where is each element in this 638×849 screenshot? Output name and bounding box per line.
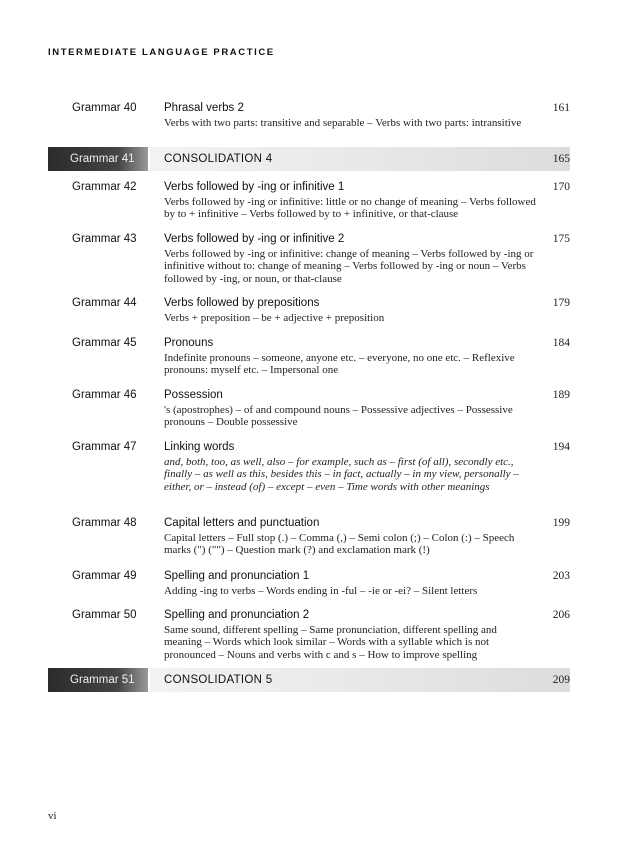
unit-description: Verbs followed by -ing or infinitive: little or no change of meaning – Verbs followed by to + infinitive – Verbs followed by to + infinitive, or that-clause <box>164 196 536 221</box>
unit-description: Adding -ing to verbs – Words ending in -ful – -ie or -ei? – Silent letters <box>164 585 478 597</box>
unit-description: Same sound, different spelling – Same pronunciation, different spelling and meaning – Words which look similar – Words with a syllable which is not pronounced – Nouns and verbs with c and s – How to improve spelling <box>164 624 497 661</box>
unit-title: Verbs followed by -ing or infinitive 1 <box>164 181 345 193</box>
unit-label: Grammar 48 <box>72 517 137 529</box>
unit-label: Grammar 47 <box>72 441 137 453</box>
consolidation-unit-label: Grammar 41 <box>48 147 148 171</box>
unit-label: Grammar 43 <box>72 233 137 245</box>
unit-page-number: 184 <box>552 337 570 349</box>
unit-page-number: 194 <box>552 441 570 453</box>
unit-label: Grammar 50 <box>72 609 137 621</box>
unit-description: Indefinite pronouns – someone, anyone etc. – everyone, no one etc. – Reflexive pronouns: myself etc. – Impersonal one <box>164 352 515 377</box>
unit-description: Verbs with two parts: transitive and separable – Verbs with two parts: intransitive <box>164 117 522 129</box>
unit-description: and, both, too, as well, also – for example, such as – first (of all), secondly etc., finally – as well as this, besides this – in fact, actually – in my view, personally – either, or – instead (of) – except – even – Time words with other meanings <box>164 456 519 493</box>
unit-page-number: 206 <box>552 609 570 621</box>
unit-description: 's (apostrophes) – of and compound nouns – Possessive adjectives – Possessive pronouns – Double possessive <box>164 404 513 429</box>
unit-title: Verbs followed by prepositions <box>164 297 320 309</box>
unit-title: CONSOLIDATION 4 <box>164 153 273 165</box>
unit-page-number: 165 <box>552 153 570 165</box>
unit-description: Verbs + preposition – be + adjective + preposition <box>164 312 385 324</box>
unit-title: Spelling and pronunciation 2 <box>164 609 310 621</box>
unit-title: Capital letters and punctuation <box>164 517 320 529</box>
page-number: vi <box>48 810 57 822</box>
unit-page-number: 189 <box>552 389 570 401</box>
unit-title: Verbs followed by -ing or infinitive 2 <box>164 233 345 245</box>
unit-description: Verbs followed by -ing or infinitive: change of meaning – Verbs followed by -ing or infinitive without to: change of meaning – Verbs followed by -ing or noun – Verbs followed by -ing, or noun, or that-clause <box>164 248 534 285</box>
unit-label: Grammar 45 <box>72 337 137 349</box>
unit-page-number: 170 <box>552 181 570 193</box>
unit-page-number: 179 <box>552 297 570 309</box>
unit-title: CONSOLIDATION 5 <box>164 674 273 686</box>
unit-page-number: 175 <box>552 233 570 245</box>
unit-title: Linking words <box>164 441 235 453</box>
unit-page-number: 203 <box>552 570 570 582</box>
unit-title: Possession <box>164 389 223 401</box>
running-head: INTERMEDIATE LANGUAGE PRACTICE <box>48 47 275 58</box>
unit-page-number: 199 <box>552 517 570 529</box>
unit-label: Grammar 42 <box>72 181 137 193</box>
unit-label: Grammar 46 <box>72 389 137 401</box>
unit-page-number: 161 <box>552 102 570 114</box>
unit-page-number: 209 <box>552 674 570 686</box>
unit-description: Capital letters – Full stop (.) – Comma (,) – Semi colon (;) – Colon (:) – Speech marks (") ("") – Question mark (?) and exclamation mark (!) <box>164 532 515 557</box>
unit-label: Grammar 40 <box>72 102 137 114</box>
consolidation-unit-label: Grammar 51 <box>48 668 148 692</box>
unit-label: Grammar 44 <box>72 297 137 309</box>
unit-title: Phrasal verbs 2 <box>164 102 244 114</box>
unit-title: Pronouns <box>164 337 214 349</box>
unit-label: Grammar 49 <box>72 570 137 582</box>
unit-title: Spelling and pronunciation 1 <box>164 570 310 582</box>
